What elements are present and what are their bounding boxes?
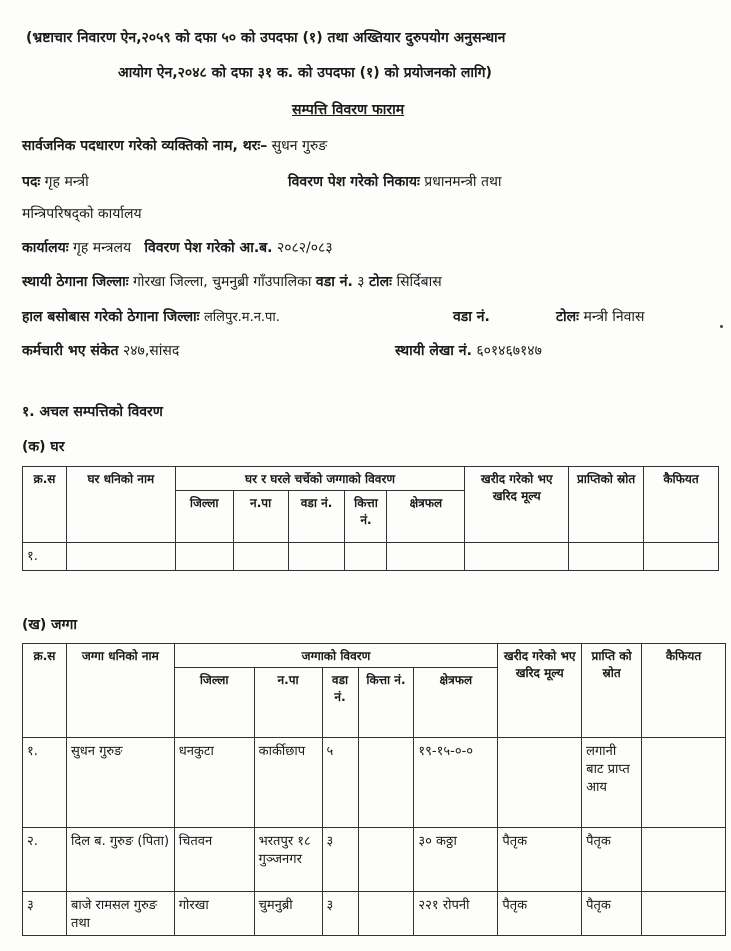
land-cell-ward: ३ <box>322 892 358 936</box>
table-row <box>23 738 726 828</box>
header-line-1: (भ्रष्टाचार निवारण ऐन,२०५९ को दफा ५० को उपदफा (१) तथा अख्तियार दुरुपयोग अनुसन्धान <box>26 30 506 46</box>
employee-label: कर्मचारी भए संकेत <box>22 343 119 359</box>
land-header-remarks: कैफियत <box>642 644 726 738</box>
cur-tole-row <box>556 307 644 326</box>
account-label: स्थायी लेखा नं. <box>395 343 472 359</box>
office-value: गृह मन्त्रलय <box>73 240 132 256</box>
land-header-ward: वडा नं. <box>322 668 358 738</box>
cur-district-value: ललिपुर.म.न.पा. <box>203 310 280 325</box>
land-cell-owner: बाजे रामसल गुरुङ तथा <box>66 892 174 936</box>
cur-address-row <box>22 307 280 326</box>
house-title: (क) घर <box>22 439 65 455</box>
house-header-district: जिल्ला <box>175 491 233 543</box>
post-row <box>22 172 89 191</box>
submit-body-label: विवरण पेश गरेको निकायः <box>288 174 420 190</box>
post-value: गृह मन्त्री <box>44 174 89 190</box>
cur-ward-label: वडा नं. <box>453 309 490 325</box>
submit-body-cont: मन्त्रिपरिषद्को कार्यालय <box>22 206 142 222</box>
land-header-group: जग्गाको विवरण <box>174 644 498 668</box>
office-label: कार्यालयः <box>22 240 69 256</box>
land-header-district: जिल्ला <box>174 668 254 738</box>
name-value: सुधन गुरुङ <box>271 138 328 154</box>
land-cell-area: १९-१५-०-० <box>414 738 498 828</box>
table-row <box>23 892 726 936</box>
land-header-plot: कित्ता नं. <box>358 668 414 738</box>
land-cell-source: लगानी बाट प्राप्त आय <box>582 738 642 828</box>
land-cell-municipality: चुमनुब्री <box>254 892 322 936</box>
land-header-owner: जग्गा धनिको नाम <box>66 644 174 738</box>
land-cell-municipality: कार्कीछाप <box>254 738 322 828</box>
employee-row <box>22 341 179 360</box>
perm-district-value: गोरखा जिल्ला, चुमनुब्री गाँउपालिका <box>133 274 312 290</box>
table-row <box>23 828 726 892</box>
house-cell-sn: १. <box>23 543 67 571</box>
stray-dot <box>720 325 723 328</box>
perm-tole-label: टोलः <box>368 274 392 290</box>
land-cell-source: पैतृक <box>582 892 642 936</box>
name-label: सार्वजनिक पदधारण गरेको व्यक्तिको नाम, थरः– <box>22 138 268 154</box>
perm-tole-value: सिर्दिबास <box>396 274 442 290</box>
land-cell-owner: सुधन गुरुङ <box>66 738 174 828</box>
land-header-price: खरीद गरेको भए खरिद मूल्य <box>498 644 582 738</box>
table-row <box>23 543 719 571</box>
perm-ward-value: ३ <box>357 274 365 290</box>
house-header-remarks: कैफियत <box>644 467 719 543</box>
land-cell-sn: १. <box>23 738 67 828</box>
land-cell-sn: ३ <box>23 892 67 936</box>
land-cell-remarks <box>642 738 726 828</box>
perm-address-row <box>22 272 442 291</box>
land-header-area: क्षेत्रफल <box>414 668 498 738</box>
land-cell-area: २२१ रोपनी <box>414 892 498 936</box>
land-cell-district: धनकुटा <box>174 738 254 828</box>
land-cell-district: चितवन <box>174 828 254 892</box>
employee-value: २४७,सांसद <box>122 343 180 359</box>
land-header-municipality: न.पा <box>254 668 322 738</box>
land-cell-price: पैतृक <box>498 892 582 936</box>
land-cell-area: ३० कठ्ठा <box>414 828 498 892</box>
land-cell-plot <box>358 828 414 892</box>
account-value: ६०१४६७१४७ <box>476 343 542 359</box>
land-cell-owner: दिल ब. गुरुङ (पिता) <box>66 828 174 892</box>
land-cell-plot <box>358 892 414 936</box>
house-header-group: घर र घरले चर्चेको जग्गाको विवरण <box>175 467 465 491</box>
land-cell-municipality: भरतपुर १८ गुञ्जनगर <box>254 828 322 892</box>
fy-value: २०८२/०८३ <box>276 240 333 256</box>
name-row <box>22 136 327 155</box>
office-row <box>22 238 333 257</box>
submit-body-value: प्रधानमन्त्री तथा <box>424 174 502 190</box>
header-line-2: आयोग ऐन,२०४८ को दफा ३१ क. को उपदफा (१) को प्रयोजनको लागि) <box>118 65 492 81</box>
house-header-ward: वडा नं. <box>288 491 345 543</box>
house-header-source: प्राप्तिको स्रोत <box>569 467 644 543</box>
account-row <box>395 341 542 360</box>
land-header-sn: क्र.स <box>23 644 67 738</box>
house-header-plot: कित्ता नं. <box>345 491 387 543</box>
land-cell-price <box>498 738 582 828</box>
house-header-sn: क्र.स <box>23 467 67 543</box>
perm-ward-label: वडा नं. <box>315 274 353 290</box>
house-header-owner: घर धनिको नाम <box>66 467 175 543</box>
land-cell-remarks <box>642 828 726 892</box>
land-cell-plot <box>358 738 414 828</box>
land-cell-remarks <box>642 892 726 936</box>
land-cell-price: पैतृक <box>498 828 582 892</box>
land-cell-district: गोरखा <box>174 892 254 936</box>
land-cell-sn: २. <box>23 828 67 892</box>
house-header-area: क्षेत्रफल <box>387 491 465 543</box>
house-header-price: खरीद गरेको भए खरिद मूल्य <box>465 467 569 543</box>
perm-district-label: स्थायी ठेगाना जिल्लाः <box>22 274 129 290</box>
house-table <box>22 466 719 571</box>
land-table <box>22 643 726 936</box>
house-header-municipality: न.पा <box>233 491 288 543</box>
cur-tole-label: टोलः <box>556 309 580 325</box>
submit-body-row <box>288 172 502 191</box>
post-label: पदः <box>22 174 41 190</box>
land-cell-ward: ३ <box>322 828 358 892</box>
land-cell-source: पैतृक <box>582 828 642 892</box>
land-cell-ward: ५ <box>322 738 358 828</box>
land-header-source: प्राप्ति को स्रोत <box>582 644 642 738</box>
fy-label: विवरण पेश गरेको आ.ब. <box>144 240 273 256</box>
land-title: (ख) जग्गा <box>22 617 77 633</box>
cur-tole-value: मन्त्री निवास <box>583 309 645 325</box>
cur-district-label: हाल बसोबास गरेको ठेगाना जिल्लाः <box>22 309 200 325</box>
form-title: सम्पत्ति विवरण फाराम <box>292 102 405 118</box>
section1-title: १. अचल सम्पत्तिको विवरण <box>22 404 163 420</box>
